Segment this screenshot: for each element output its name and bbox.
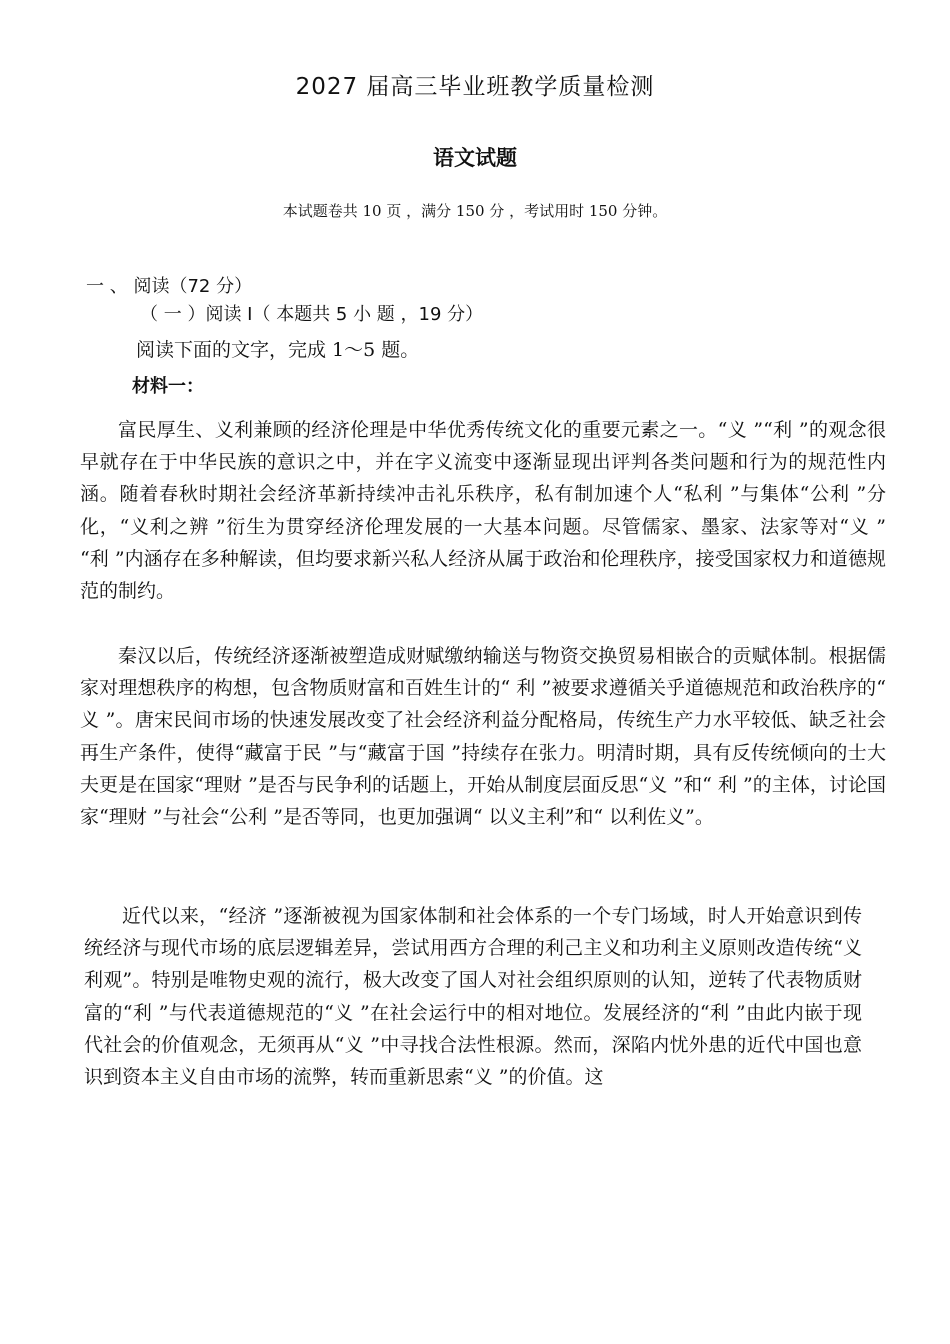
exam-title: 2027 届高三毕业班教学质量检测 xyxy=(295,74,655,100)
passage-paragraph: 富民厚生、义利兼顾的经济伦理是中华优秀传统文化的重要元素之一。“义 ”“利 ”的观念很早就存在于中华民族的意识之中，并在字义流变中逐渐显现出评判各类问题和行为的规范性内涵。随着春秋时期社会经济革新持续冲击礼乐秩序，私有制加速个人“私利 ”与集体“公利 ”分化，“义利之辨 ”衍生为贯穿经济伦理发展的一大基本问题。尽管儒家、墨家、法家等对“义 ” “利 ”内涵存在多种解读，但均要求新兴私人经济从属于政治和伦理秩序，接受国家权力和道德规范的制约。 xyxy=(80,419,886,603)
material-label: 材料一： xyxy=(132,376,204,397)
subject-title: 语文试题 xyxy=(433,146,517,170)
subsection-heading: （ 一 ）阅读 I（ 本题共 5 小 题 ，19 分） xyxy=(140,304,484,325)
passage-paragraph: 近代以来，“经济 ”逐渐被视为国家体制和社会体系的一个专门场域，时人开始意识到传统经济与现代市场的底层逻辑差异，尝试用西方合理的利己主义和功利主义原则改造传统“义利观”。特别是唯物史观的流行，极大改变了国人对社会组织原则的认知，逆转了代表物质财富的“利 ”与代表道德规范的“义 ”在社会运行中的相对地位。发展经济的“利 ”由此内嵌于现代社会的价值观念，无须再从“义 ”中寻找合法性根源。然而，深陷内忧外患的近代中国也意识到资本主义自由市场的流弊，转而重新思索“义 ”的价值。这 xyxy=(84,905,862,1089)
section-heading: 一 、 阅读（72 分） xyxy=(86,276,253,297)
passage-paragraph: 秦汉以后，传统经济逐渐被塑造成财赋缴纳输送与物资交换贸易相嵌合的贡赋体制。根据儒家对理想秩序的构想，包含物质财富和百姓生计的“ 利 ”被要求遵循关乎道德规范和政治秩序的“ 义 ”。唐宋民间市场的快速发展改变了社会经济利益分配格局，传统生产力水平较低、缺乏社会再生产条件，使得“藏富于民 ”与“藏富于国 ”持续存在张力。明清时期，具有反传统倾向的士大夫更是在国家“理财 ”是否与民争利的话题上，开始从制度层面反思“义 ”和“ 利 ”的主体，讨论国家“理财 ”与社会“公利 ”是否等同，也更加强调“ 以义主利”和“ 以利佐义”。 xyxy=(80,645,886,829)
exam-info: 本试题卷共 10 页 ，满分 150 分 ，考试用时 150 分钟。 xyxy=(282,202,668,220)
reading-instruction: 阅读下面的文字，完成 1～5 题。 xyxy=(136,339,420,361)
